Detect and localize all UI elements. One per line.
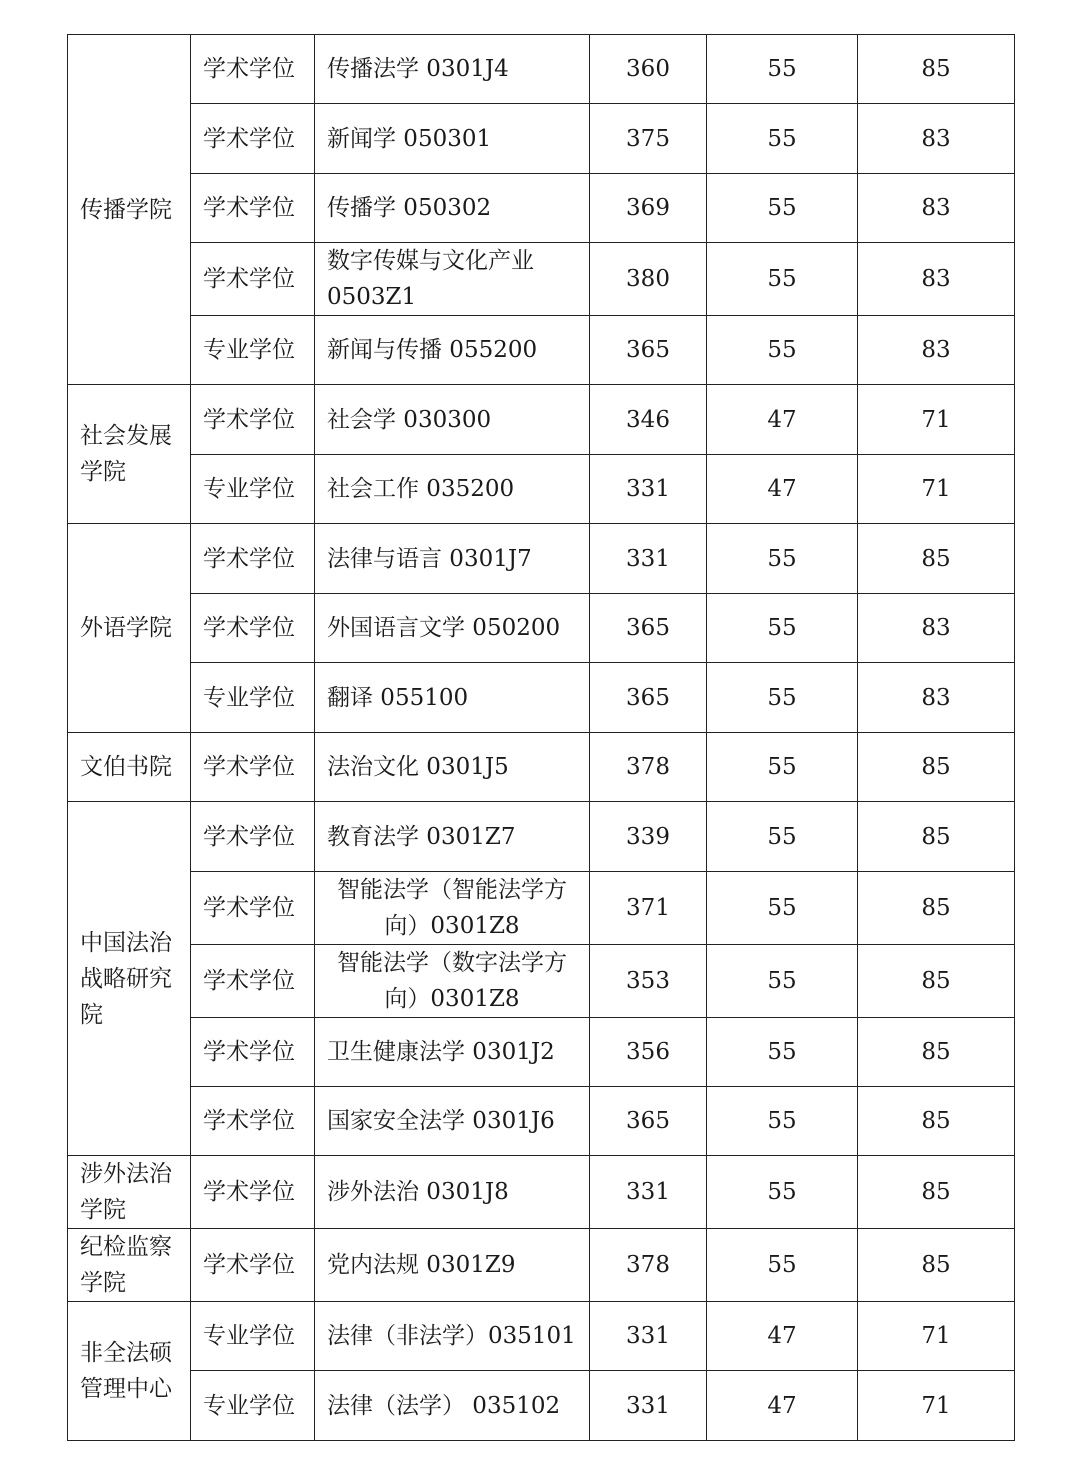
college-cell: 传播学院 [68,35,191,385]
single-score-100-cell: 55 [707,1156,858,1229]
single-score-150-cell: 71 [858,455,1015,524]
degree-cell: 学术学位 [191,802,315,872]
total-score-cell: 378 [590,1229,707,1302]
table-row [68,1229,1015,1302]
major-cell: 智能法学（智能法学方向）0301Z8 [315,872,590,945]
single-score-150-cell: 83 [858,594,1015,663]
total-score-cell: 331 [590,524,707,594]
table-row [68,1156,1015,1229]
single-score-150-cell: 85 [858,872,1015,945]
total-score-cell: 375 [590,104,707,174]
single-score-150-cell: 83 [858,104,1015,174]
single-score-150-cell: 85 [858,1229,1015,1302]
major-cell: 卫生健康法学 0301J2 [315,1018,590,1087]
total-score-cell: 331 [590,1156,707,1229]
single-score-100-cell: 55 [707,104,858,174]
table-row [68,802,1015,872]
total-score-cell: 365 [590,663,707,733]
single-score-100-cell: 55 [707,872,858,945]
table-row [68,243,1015,316]
major-cell: 翻译 055100 [315,663,590,733]
table-row [68,663,1015,733]
major-cell: 新闻学 050301 [315,104,590,174]
total-score-cell: 360 [590,35,707,104]
degree-cell: 专业学位 [191,1302,315,1371]
single-score-100-cell: 47 [707,455,858,524]
single-score-100-cell: 55 [707,243,858,316]
total-score-cell: 339 [590,802,707,872]
table-row [68,945,1015,1018]
major-cell: 教育法学 0301Z7 [315,802,590,872]
total-score-cell: 331 [590,455,707,524]
single-score-100-cell: 55 [707,174,858,243]
college-cell: 社会发展学院 [68,385,191,524]
single-score-150-cell: 83 [858,663,1015,733]
single-score-150-cell: 85 [858,524,1015,594]
total-score-cell: 331 [590,1302,707,1371]
degree-cell: 学术学位 [191,733,315,802]
college-cell: 文伯书院 [68,733,191,802]
total-score-cell: 369 [590,174,707,243]
table-row [68,104,1015,174]
total-score-cell: 331 [590,1371,707,1441]
degree-cell: 专业学位 [191,1371,315,1441]
score-table [67,34,1015,1441]
single-score-100-cell: 55 [707,594,858,663]
major-cell: 数字传媒与文化产业 0503Z1 [315,243,590,316]
table-row [68,594,1015,663]
degree-cell: 学术学位 [191,524,315,594]
degree-cell: 学术学位 [191,1087,315,1156]
single-score-100-cell: 55 [707,1018,858,1087]
single-score-150-cell: 83 [858,316,1015,385]
table-row [68,316,1015,385]
single-score-100-cell: 47 [707,1371,858,1441]
single-score-100-cell: 55 [707,524,858,594]
table-row [68,733,1015,802]
total-score-cell: 365 [590,316,707,385]
major-cell: 法治文化 0301J5 [315,733,590,802]
single-score-150-cell: 85 [858,35,1015,104]
college-cell: 纪检监察学院 [68,1229,191,1302]
total-score-cell: 365 [590,1087,707,1156]
degree-cell: 学术学位 [191,1229,315,1302]
table-row [68,524,1015,594]
major-cell: 法律（非法学）035101 [315,1302,590,1371]
degree-cell: 学术学位 [191,385,315,455]
major-cell: 涉外法治 0301J8 [315,1156,590,1229]
major-cell: 智能法学（数字法学方向）0301Z8 [315,945,590,1018]
total-score-cell: 353 [590,945,707,1018]
single-score-100-cell: 55 [707,35,858,104]
single-score-100-cell: 55 [707,945,858,1018]
total-score-cell: 365 [590,594,707,663]
college-cell: 非全法硕管理中心 [68,1302,191,1441]
single-score-150-cell: 85 [858,945,1015,1018]
table-row [68,455,1015,524]
single-score-150-cell: 85 [858,802,1015,872]
table-row [68,174,1015,243]
single-score-100-cell: 55 [707,663,858,733]
major-cell: 法律（法学） 035102 [315,1371,590,1441]
degree-cell: 专业学位 [191,663,315,733]
total-score-cell: 346 [590,385,707,455]
single-score-150-cell: 85 [858,1156,1015,1229]
table-row [68,385,1015,455]
degree-cell: 学术学位 [191,104,315,174]
total-score-cell: 380 [590,243,707,316]
degree-cell: 学术学位 [191,945,315,1018]
single-score-150-cell: 85 [858,1087,1015,1156]
total-score-cell: 378 [590,733,707,802]
table-body [68,35,1015,1441]
single-score-150-cell: 85 [858,733,1015,802]
table-row [68,1302,1015,1371]
single-score-150-cell: 71 [858,1371,1015,1441]
single-score-150-cell: 85 [858,1018,1015,1087]
degree-cell: 学术学位 [191,174,315,243]
major-cell: 党内法规 0301Z9 [315,1229,590,1302]
degree-cell: 学术学位 [191,1156,315,1229]
major-cell: 国家安全法学 0301J6 [315,1087,590,1156]
single-score-100-cell: 55 [707,1229,858,1302]
major-cell: 传播学 050302 [315,174,590,243]
degree-cell: 专业学位 [191,455,315,524]
major-cell: 社会工作 035200 [315,455,590,524]
degree-cell: 学术学位 [191,243,315,316]
table-row [68,872,1015,945]
single-score-100-cell: 47 [707,385,858,455]
degree-cell: 专业学位 [191,316,315,385]
single-score-100-cell: 47 [707,1302,858,1371]
single-score-100-cell: 55 [707,316,858,385]
single-score-150-cell: 83 [858,174,1015,243]
degree-cell: 学术学位 [191,35,315,104]
single-score-100-cell: 55 [707,733,858,802]
major-cell: 传播法学 0301J4 [315,35,590,104]
single-score-150-cell: 83 [858,243,1015,316]
major-cell: 法律与语言 0301J7 [315,524,590,594]
college-cell: 外语学院 [68,524,191,733]
single-score-100-cell: 55 [707,802,858,872]
major-cell: 外国语言文学 050200 [315,594,590,663]
total-score-cell: 356 [590,1018,707,1087]
major-cell: 新闻与传播 055200 [315,316,590,385]
degree-cell: 学术学位 [191,1018,315,1087]
degree-cell: 学术学位 [191,872,315,945]
single-score-100-cell: 55 [707,1087,858,1156]
college-cell: 中国法治战略研究院 [68,802,191,1156]
table-row [68,35,1015,104]
single-score-150-cell: 71 [858,385,1015,455]
college-cell: 涉外法治学院 [68,1156,191,1229]
single-score-150-cell: 71 [858,1302,1015,1371]
table-row [68,1087,1015,1156]
total-score-cell: 371 [590,872,707,945]
major-cell: 社会学 030300 [315,385,590,455]
degree-cell: 学术学位 [191,594,315,663]
table-row [68,1018,1015,1087]
table-row [68,1371,1015,1441]
